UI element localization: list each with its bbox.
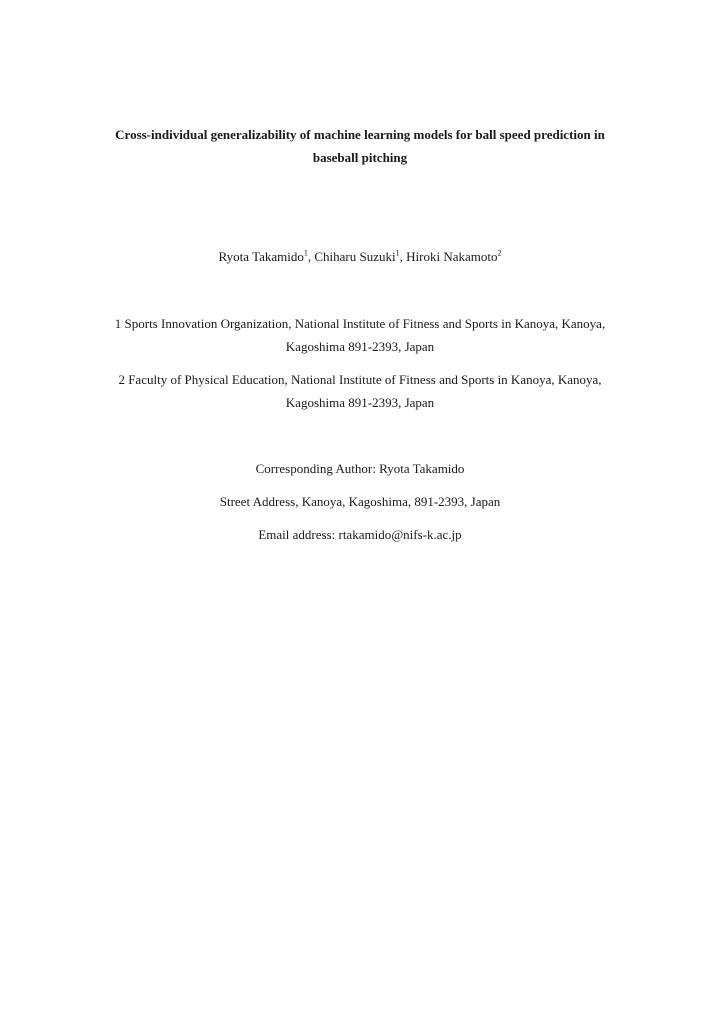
author-name: Ryota Takamido — [218, 249, 304, 264]
title-line-2: baseball pitching — [312, 150, 408, 165]
affiliation-line: 1 Sports Innovation Organization, National Institute of Fitness and Sports in Kanoya, Kanoya, — [114, 316, 606, 331]
author-affiliation-mark: 1 — [303, 248, 308, 258]
corresponding-author: Corresponding Author: Ryota Takamido — [255, 461, 465, 476]
email-address: Email address: rtakamido@nifs-k.ac.jp — [258, 527, 462, 542]
author-name: Hiroki Nakamoto — [406, 249, 498, 264]
affiliation-line: 2 Faculty of Physical Education, National Institute of Fitness and Sports in Kanoya, Kanoya, — [118, 372, 602, 387]
author-list — [80, 245, 640, 268]
author-affiliation-mark: 2 — [497, 248, 502, 258]
author-affiliation-mark: 1 — [395, 248, 400, 258]
author-separator: , — [307, 249, 315, 264]
affiliation-line: Kagoshima 891-2393, Japan — [285, 339, 435, 354]
affiliation-2 — [80, 368, 640, 414]
author-separator: , — [399, 249, 407, 264]
affiliation-1 — [80, 312, 640, 358]
title-line-1: Cross-individual generalizability of machine learning models for ball speed prediction in — [115, 127, 605, 142]
paper-title — [90, 123, 630, 169]
author-name: Chiharu Suzuki — [314, 249, 396, 264]
affiliation-line: Kagoshima 891-2393, Japan — [285, 395, 435, 410]
street-address: Street Address, Kanoya, Kagoshima, 891-2393, Japan — [219, 494, 501, 509]
